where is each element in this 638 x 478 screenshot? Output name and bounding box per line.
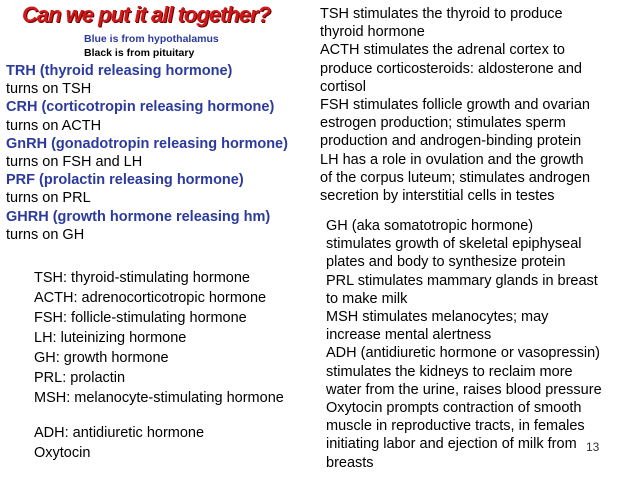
hormone-name: PRF (prolactin releasing hormone): [6, 172, 244, 189]
hormone-name: GHRH (growth hormone releasing hm): [6, 208, 271, 225]
abbreviation-item: FSH: follicle-stimulating hormone: [34, 310, 247, 326]
abbreviation-item: ACTH: adrenocorticotropic hormone: [34, 290, 267, 306]
abbreviation-item: LH: luteinizing hormone: [34, 330, 187, 346]
legend-pituitary: Black is from pituitary: [84, 47, 195, 59]
description-line: TSH stimulates the thyroid to produce: [320, 6, 563, 22]
hormone-action: turns on TSH: [6, 81, 92, 98]
description-line: stimulates growth of skeletal epiphyseal: [326, 236, 582, 253]
description-line: PRL stimulates mammary glands in breast: [326, 272, 598, 289]
hormone-action: turns on PRL: [6, 190, 91, 207]
description-line: to make milk: [326, 290, 408, 307]
abbreviation-item: MSH: melanocyte-stimulating hormone: [34, 390, 284, 406]
page-number: 13: [586, 440, 600, 454]
legend-hypothalamus: Blue is from hypothalamus: [84, 33, 219, 45]
description-line: estrogen production; stimulates sperm: [320, 115, 566, 132]
description-line: Oxytocin prompts contraction of smooth: [326, 400, 582, 417]
description-line: secretion by interstitial cells in testes: [320, 188, 555, 205]
abbreviation-item: GH: growth hormone: [34, 350, 169, 366]
description-line: cortisol: [320, 78, 366, 95]
description-line: water from the urine, raises blood pressure: [326, 381, 602, 398]
description-line: GH (aka somatotropic hormone): [326, 218, 534, 234]
hormone-name: GnRH (gonadotropin releasing hormone): [6, 135, 288, 152]
hormone-action: turns on FSH and LH: [6, 154, 143, 171]
description-line: initiating labor and ejection of milk from: [326, 436, 577, 453]
description-line: produce corticosteroids: aldosterone and: [320, 60, 582, 77]
description-line: of the corpus luteum; stimulates androgen: [320, 169, 591, 186]
description-line: ACTH stimulates the adrenal cortex to: [320, 42, 565, 59]
description-line: LH has a role in ovulation and the growth: [320, 151, 584, 168]
description-line: breasts: [326, 454, 374, 471]
hormone-action: turns on GH: [6, 226, 85, 243]
hormone-name: TRH (thyroid releasing hormone): [6, 63, 233, 79]
hypothalamic-hormone-list: [6, 62, 288, 244]
abbreviation-item: TSH: thyroid-stimulating hormone: [34, 270, 250, 286]
description-line: muscle in reproductive tracts, in females: [326, 418, 585, 435]
description-line: stimulates the kidneys to reclaim more: [326, 363, 573, 380]
description-column-upper: [320, 5, 590, 205]
posterior-abbreviation-list: [34, 423, 204, 463]
abbreviation-list: [34, 268, 284, 408]
description-line: plates and body to synthesize protein: [326, 254, 566, 271]
description-line: production and androgen-binding protein: [320, 133, 582, 150]
abbreviation-item: Oxytocin: [34, 445, 91, 461]
abbreviation-item: ADH: antidiuretic hormone: [34, 425, 205, 441]
hormone-action: turns on ACTH: [6, 117, 102, 134]
description-line: thyroid hormone: [320, 24, 425, 41]
abbreviation-item: PRL: prolactin: [34, 370, 126, 386]
hormone-name: CRH (corticotropin releasing hormone): [6, 99, 275, 116]
description-column-lower: [326, 217, 602, 472]
description-line: MSH stimulates melanocytes; may: [326, 309, 549, 326]
description-line: ADH (antidiuretic hormone or vasopressin): [326, 345, 600, 362]
slide-title: Can we put it all together?: [22, 2, 271, 27]
description-line: FSH stimulates follicle growth and ovarian: [320, 97, 590, 114]
description-line: increase mental alertness: [326, 327, 492, 344]
